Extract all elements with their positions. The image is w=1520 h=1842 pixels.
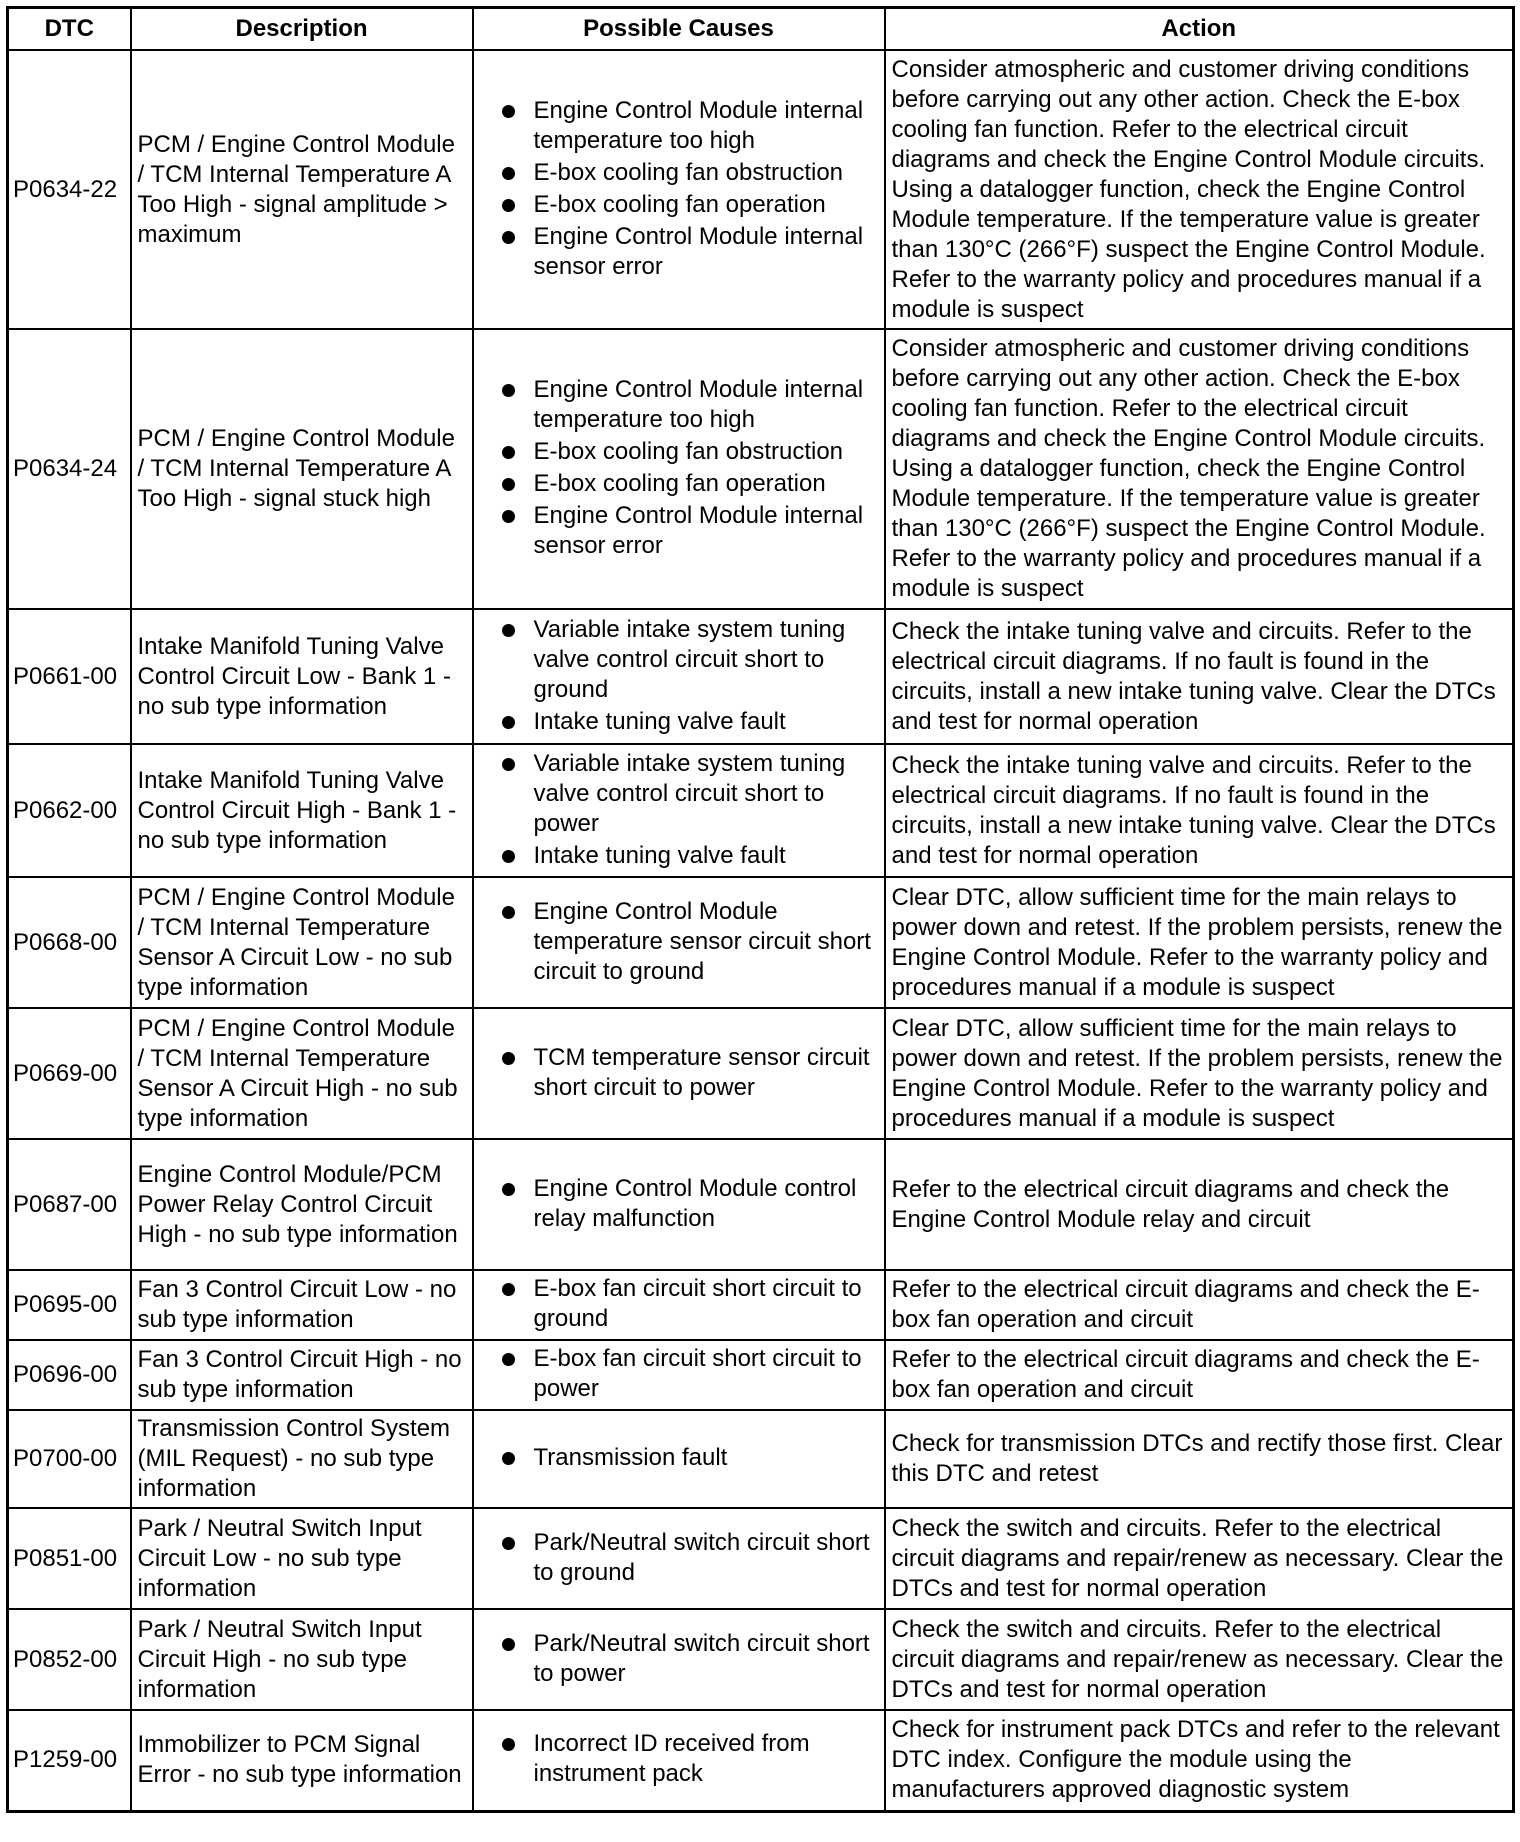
dtc-code: P0700-00 — [8, 1410, 131, 1508]
possible-causes — [473, 1008, 885, 1139]
action-text: Check the intake tuning valve and circuits. Refer to the electrical circuit diagrams. If no fault is found in the circuits, install a new intake tuning valve. Clear the DTCs and test for normal operation — [885, 609, 1514, 744]
header-action: Action — [885, 8, 1514, 51]
cause-item: Intake tuning valve fault — [502, 841, 878, 871]
possible-causes — [473, 744, 885, 877]
action-text: Check the switch and circuits. Refer to the electrical circuit diagrams and repair/renew as necessary. Clear the DTCs and test for normal operation — [885, 1508, 1514, 1609]
dtc-code: P0669-00 — [8, 1008, 131, 1139]
cause-item: E-box fan circuit short circuit to ground — [502, 1274, 878, 1334]
action-text: Clear DTC, allow sufficient time for the main relays to power down and retest. If the problem persists, renew the Engine Control Module. Refer to the warranty policy and procedures manual if a module is suspect — [885, 1008, 1514, 1139]
action-text: Refer to the electrical circuit diagrams and check the E-box fan operation and circuit — [885, 1270, 1514, 1340]
cause-list — [480, 749, 878, 871]
action-text: Consider atmospheric and customer driving conditions before carrying out any other action. Check the E-box cooling fan function. Refer to the electrical circuit diagrams and check the Engine Control Module circuits. Using a datalogger function, check the Engine Control Module temperature. If the temperature value is greater than 130°C (266°F) suspect the Engine Control Module. Refer to the warranty policy and procedures manual if a module is suspect — [885, 329, 1514, 609]
cause-item: Variable intake system tuning valve control circuit short to ground — [502, 615, 878, 705]
header-description: Description — [131, 8, 473, 51]
table-row — [8, 744, 1514, 877]
table-row — [8, 1139, 1514, 1270]
cause-item: Engine Control Module internal temperature too high — [502, 96, 878, 156]
cause-item: Engine Control Module temperature sensor circuit short circuit to ground — [502, 897, 878, 987]
dtc-description: Immobilizer to PCM Signal Error - no sub type information — [131, 1710, 473, 1811]
header-dtc: DTC — [8, 8, 131, 51]
cause-item: Engine Control Module internal sensor error — [502, 501, 878, 561]
table-row — [8, 50, 1514, 329]
possible-causes — [473, 1139, 885, 1270]
header-possible-causes: Possible Causes — [473, 8, 885, 51]
cause-item: E-box cooling fan obstruction — [502, 437, 878, 467]
dtc-code: P0696-00 — [8, 1340, 131, 1410]
dtc-description: Park / Neutral Switch Input Circuit High - no sub type information — [131, 1609, 473, 1710]
possible-causes — [473, 50, 885, 329]
cause-list — [480, 96, 878, 282]
cause-item: Engine Control Module internal sensor error — [502, 222, 878, 282]
possible-causes — [473, 877, 885, 1008]
dtc-description: Intake Manifold Tuning Valve Control Circuit Low - Bank 1 - no sub type information — [131, 609, 473, 744]
cause-list — [480, 1629, 878, 1689]
action-text: Refer to the electrical circuit diagrams and check the Engine Control Module relay and circuit — [885, 1139, 1514, 1270]
action-text: Check for transmission DTCs and rectify those first. Clear this DTC and retest — [885, 1410, 1514, 1508]
dtc-description: PCM / Engine Control Module / TCM Internal Temperature A Too High - signal amplitude > maximum — [131, 50, 473, 329]
dtc-description: PCM / Engine Control Module / TCM Internal Temperature A Too High - signal stuck high — [131, 329, 473, 609]
action-text: Check the intake tuning valve and circuits. Refer to the electrical circuit diagrams. If no fault is found in the circuits, install a new intake tuning valve. Clear the DTCs and test for normal operation — [885, 744, 1514, 877]
dtc-code: P1259-00 — [8, 1710, 131, 1811]
cause-list — [480, 1443, 878, 1473]
table-row — [8, 1410, 1514, 1508]
possible-causes — [473, 1609, 885, 1710]
cause-item: Transmission fault — [502, 1443, 878, 1473]
possible-causes — [473, 1340, 885, 1410]
dtc-description: Intake Manifold Tuning Valve Control Circuit High - Bank 1 - no sub type information — [131, 744, 473, 877]
dtc-code: P0662-00 — [8, 744, 131, 877]
possible-causes — [473, 1508, 885, 1609]
dtc-code: P0661-00 — [8, 609, 131, 744]
table-row — [8, 1008, 1514, 1139]
possible-causes — [473, 1410, 885, 1508]
table-body — [8, 50, 1514, 1811]
cause-item: E-box fan circuit short circuit to power — [502, 1344, 878, 1404]
cause-item: E-box cooling fan operation — [502, 190, 878, 220]
dtc-code: P0695-00 — [8, 1270, 131, 1340]
dtc-description: Engine Control Module/PCM Power Relay Control Circuit High - no sub type information — [131, 1139, 473, 1270]
dtc-description: Fan 3 Control Circuit High - no sub type information — [131, 1340, 473, 1410]
table-row — [8, 877, 1514, 1008]
cause-list — [480, 1528, 878, 1588]
table-row — [8, 1710, 1514, 1811]
cause-list — [480, 1274, 878, 1334]
cause-list — [480, 1174, 878, 1234]
possible-causes — [473, 329, 885, 609]
cause-item: Variable intake system tuning valve control circuit short to power — [502, 749, 878, 839]
action-text: Clear DTC, allow sufficient time for the main relays to power down and retest. If the problem persists, renew the Engine Control Module. Refer to the warranty policy and procedures manual if a module is suspect — [885, 877, 1514, 1008]
dtc-description: Park / Neutral Switch Input Circuit Low - no sub type information — [131, 1508, 473, 1609]
table-row — [8, 609, 1514, 744]
dtc-code: P0634-22 — [8, 50, 131, 329]
dtc-code: P0852-00 — [8, 1609, 131, 1710]
possible-causes — [473, 609, 885, 744]
table-row — [8, 1340, 1514, 1410]
cause-item: Incorrect ID received from instrument pack — [502, 1729, 878, 1789]
cause-list — [480, 897, 878, 987]
table-row — [8, 1508, 1514, 1609]
dtc-table — [6, 6, 1515, 1813]
cause-item: E-box cooling fan operation — [502, 469, 878, 499]
dtc-code: P0634-24 — [8, 329, 131, 609]
cause-item: Engine Control Module internal temperature too high — [502, 375, 878, 435]
cause-item: Intake tuning valve fault — [502, 707, 878, 737]
table-row — [8, 329, 1514, 609]
dtc-code: P0687-00 — [8, 1139, 131, 1270]
cause-list — [480, 1043, 878, 1103]
action-text: Refer to the electrical circuit diagrams and check the E-box fan operation and circuit — [885, 1340, 1514, 1410]
cause-item: Park/Neutral switch circuit short to power — [502, 1629, 878, 1689]
dtc-description: PCM / Engine Control Module / TCM Internal Temperature Sensor A Circuit High - no sub type information — [131, 1008, 473, 1139]
possible-causes — [473, 1710, 885, 1811]
cause-list — [480, 615, 878, 737]
action-text: Check the switch and circuits. Refer to the electrical circuit diagrams and repair/renew as necessary. Clear the DTCs and test for normal operation — [885, 1609, 1514, 1710]
dtc-description: PCM / Engine Control Module / TCM Internal Temperature Sensor A Circuit Low - no sub type information — [131, 877, 473, 1008]
cause-list — [480, 1729, 878, 1789]
dtc-description: Transmission Control System (MIL Request) - no sub type information — [131, 1410, 473, 1508]
table-row — [8, 1609, 1514, 1710]
action-text: Check for instrument pack DTCs and refer to the relevant DTC index. Configure the module using the manufacturers approved diagnostic system — [885, 1710, 1514, 1811]
action-text: Consider atmospheric and customer driving conditions before carrying out any other action. Check the E-box cooling fan function. Refer to the electrical circuit diagrams and check the Engine Control Module circuits. Using a datalogger function, check the Engine Control Module temperature. If the temperature value is greater than 130°C (266°F) suspect the Engine Control Module. Refer to the warranty policy and procedures manual if a module is suspect — [885, 50, 1514, 329]
dtc-code: P0851-00 — [8, 1508, 131, 1609]
cause-list — [480, 375, 878, 561]
cause-list — [480, 1344, 878, 1404]
header-row — [8, 8, 1514, 51]
cause-item: Engine Control Module control relay malfunction — [502, 1174, 878, 1234]
cause-item: E-box cooling fan obstruction — [502, 158, 878, 188]
dtc-description: Fan 3 Control Circuit Low - no sub type information — [131, 1270, 473, 1340]
cause-item: TCM temperature sensor circuit short circuit to power — [502, 1043, 878, 1103]
cause-item: Park/Neutral switch circuit short to ground — [502, 1528, 878, 1588]
possible-causes — [473, 1270, 885, 1340]
dtc-code: P0668-00 — [8, 877, 131, 1008]
table-row — [8, 1270, 1514, 1340]
